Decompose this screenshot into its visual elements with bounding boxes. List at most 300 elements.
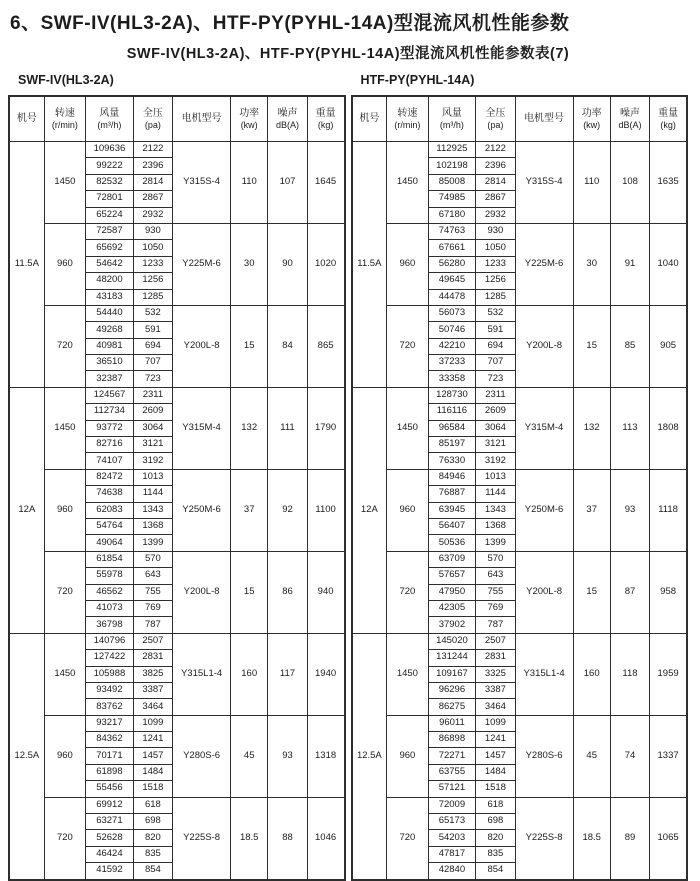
flow-cell: 49064 <box>86 535 134 551</box>
flow-cell: 36798 <box>86 617 134 633</box>
flow-cell: 72587 <box>86 223 134 239</box>
table-label-htf: HTF-PY(PYHL-14A) <box>360 73 475 87</box>
pressure-cell: 3387 <box>133 682 172 698</box>
flow-cell: 62083 <box>86 502 134 518</box>
motor-cell: Y200L-8 <box>173 305 231 387</box>
table-row <box>352 469 688 485</box>
pressure-cell: 2867 <box>476 191 515 207</box>
noise-cell: 93 <box>268 715 307 797</box>
motor-cell: Y250M-6 <box>173 469 231 551</box>
weight-cell: 1046 <box>307 797 344 879</box>
pressure-cell: 723 <box>133 371 172 387</box>
power-cell: 37 <box>573 469 610 551</box>
noise-cell: 74 <box>610 715 649 797</box>
col-header-label: 风量 <box>99 108 120 120</box>
power-cell: 30 <box>231 223 268 305</box>
flow-cell: 56407 <box>428 518 476 534</box>
table-row <box>352 551 688 567</box>
pressure-cell: 835 <box>133 846 172 862</box>
noise-cell: 108 <box>610 142 649 224</box>
flow-cell: 67180 <box>428 207 476 223</box>
flow-cell: 82532 <box>86 174 134 190</box>
pressure-cell: 3064 <box>476 420 515 436</box>
weight-cell: 1318 <box>307 715 344 797</box>
pressure-cell: 1144 <box>476 486 515 502</box>
power-cell: 132 <box>231 387 268 469</box>
power-cell: 110 <box>573 142 610 224</box>
speed-cell: 720 <box>44 305 85 387</box>
flow-cell: 105988 <box>86 666 134 682</box>
pressure-cell: 755 <box>133 584 172 600</box>
size-cell: 11.5A <box>352 142 387 388</box>
flow-cell: 52628 <box>86 830 134 846</box>
motor-cell: Y200L-8 <box>515 305 573 387</box>
motor-cell: Y225M-6 <box>173 223 231 305</box>
flow-cell: 109167 <box>428 666 476 682</box>
pressure-cell: 2507 <box>133 633 172 649</box>
speed-cell: 1450 <box>44 142 85 224</box>
col-header-label: 噪声 <box>620 108 640 120</box>
flow-cell: 74107 <box>86 453 134 469</box>
flow-cell: 93772 <box>86 420 134 436</box>
weight-cell: 1040 <box>650 223 687 305</box>
pressure-cell: 1399 <box>133 535 172 551</box>
table-row <box>9 797 345 813</box>
speed-cell: 960 <box>387 223 428 305</box>
pressure-cell: 618 <box>133 797 172 813</box>
col-header-unit: (m³/h) <box>439 119 464 130</box>
flow-cell: 46562 <box>86 584 134 600</box>
pressure-cell: 930 <box>133 223 172 239</box>
col-header-label: 噪声 <box>277 108 298 120</box>
size-cell: 12A <box>352 387 387 633</box>
motor-cell: Y200L-8 <box>173 551 231 633</box>
col-header-label: 功率 <box>581 108 602 120</box>
col-header-label: 电机型号 <box>181 113 222 125</box>
pressure-cell: 835 <box>476 846 515 862</box>
flow-cell: 83762 <box>86 699 134 715</box>
motor-cell: Y280S-6 <box>173 715 231 797</box>
pressure-cell: 769 <box>133 600 172 616</box>
flow-cell: 112925 <box>428 142 476 158</box>
pressure-cell: 2831 <box>133 650 172 666</box>
flow-cell: 37233 <box>428 355 476 371</box>
motor-cell: Y315S-4 <box>515 142 573 224</box>
pressure-cell: 1368 <box>133 518 172 534</box>
page-title: 6、SWF-IV(HL3-2A)、HTF-PY(PYHL-14A)型混流风机性能参数 <box>10 13 570 34</box>
table-row <box>9 469 345 485</box>
pressure-cell: 1013 <box>476 469 515 485</box>
flow-cell: 127422 <box>86 650 134 666</box>
flow-cell: 109636 <box>86 142 134 158</box>
pressure-cell: 1518 <box>476 781 515 797</box>
flow-cell: 42210 <box>428 338 476 354</box>
flow-cell: 41592 <box>86 863 134 880</box>
flow-cell: 46424 <box>86 846 134 862</box>
col-header-size <box>9 96 44 142</box>
weight-cell: 865 <box>307 305 344 387</box>
pressure-cell: 694 <box>476 338 515 354</box>
pressure-cell: 755 <box>476 584 515 600</box>
pressure-cell: 643 <box>133 568 172 584</box>
pressure-cell: 820 <box>133 830 172 846</box>
col-header-label: 功率 <box>239 108 260 120</box>
noise-cell: 86 <box>268 551 307 633</box>
col-header-unit: (m³/h) <box>97 119 122 130</box>
motor-cell: Y280S-6 <box>515 715 573 797</box>
noise-cell: 118 <box>610 633 649 715</box>
pressure-cell: 723 <box>476 371 515 387</box>
pressure-cell: 820 <box>476 830 515 846</box>
col-header-weight <box>650 96 687 142</box>
flow-cell: 56280 <box>428 256 476 272</box>
table-row <box>9 223 345 239</box>
table-row <box>9 142 345 158</box>
pressure-cell: 3064 <box>133 420 172 436</box>
pressure-cell: 698 <box>476 814 515 830</box>
pressure-cell: 643 <box>476 568 515 584</box>
speed-cell: 960 <box>387 469 428 551</box>
pressure-cell: 1099 <box>476 715 515 731</box>
speed-cell: 1450 <box>387 142 428 224</box>
col-header-unit: (kw) <box>583 119 601 130</box>
flow-cell: 50536 <box>428 535 476 551</box>
flow-cell: 49645 <box>428 273 476 289</box>
pressure-cell: 1368 <box>476 518 515 534</box>
col-header-label: 电机型号 <box>524 113 565 125</box>
noise-cell: 93 <box>610 469 649 551</box>
table-block-htf <box>351 73 689 881</box>
header-row <box>9 96 345 142</box>
power-cell: 30 <box>573 223 610 305</box>
weight-cell: 1020 <box>307 223 344 305</box>
pressure-cell: 2122 <box>133 142 172 158</box>
speed-cell: 1450 <box>44 633 85 715</box>
pressure-cell: 1484 <box>133 764 172 780</box>
pressure-cell: 1233 <box>133 256 172 272</box>
flow-cell: 47950 <box>428 584 476 600</box>
table-row <box>352 633 688 649</box>
power-cell: 18.5 <box>573 797 610 879</box>
flow-cell: 99222 <box>86 158 134 174</box>
table-row <box>9 305 345 321</box>
flow-cell: 96296 <box>428 682 476 698</box>
weight-cell: 1337 <box>650 715 687 797</box>
table-block-swf <box>8 73 346 881</box>
col-header-power <box>573 96 610 142</box>
flow-cell: 86275 <box>428 699 476 715</box>
col-header-flow <box>428 96 476 142</box>
pressure-cell: 1013 <box>133 469 172 485</box>
power-cell: 110 <box>231 142 268 224</box>
pressure-cell: 3464 <box>133 699 172 715</box>
col-header-unit: (r/min) <box>394 119 421 130</box>
speed-cell: 1450 <box>44 387 85 469</box>
flow-cell: 96011 <box>428 715 476 731</box>
flow-cell: 96584 <box>428 420 476 436</box>
flow-cell: 65692 <box>86 240 134 256</box>
weight-cell: 958 <box>650 551 687 633</box>
col-header-label: 转速 <box>397 108 418 120</box>
weight-cell: 1100 <box>307 469 344 551</box>
motor-cell: Y200L-8 <box>515 551 573 633</box>
size-cell: 11.5A <box>9 142 44 388</box>
weight-cell: 1940 <box>307 633 344 715</box>
pressure-cell: 2396 <box>476 158 515 174</box>
pressure-cell: 1233 <box>476 256 515 272</box>
pressure-cell: 2609 <box>133 404 172 420</box>
col-header-label: 机号 <box>16 113 37 125</box>
speed-cell: 1450 <box>387 633 428 715</box>
table-row <box>352 797 688 813</box>
flow-cell: 65173 <box>428 814 476 830</box>
weight-cell: 1118 <box>650 469 687 551</box>
flow-cell: 76330 <box>428 453 476 469</box>
col-header-pressure <box>476 96 515 142</box>
flow-cell: 44478 <box>428 289 476 305</box>
table-row <box>352 715 688 731</box>
flow-cell: 42840 <box>428 863 476 880</box>
col-header-unit: dB(A) <box>275 119 299 130</box>
pressure-cell: 1050 <box>133 240 172 256</box>
pressure-cell: 2507 <box>476 633 515 649</box>
flow-cell: 124567 <box>86 387 134 403</box>
col-header-weight <box>307 96 344 142</box>
noise-cell: 107 <box>268 142 307 224</box>
pressure-cell: 1241 <box>133 732 172 748</box>
flow-cell: 72271 <box>428 748 476 764</box>
flow-cell: 54764 <box>86 518 134 534</box>
flow-cell: 61854 <box>86 551 134 567</box>
pressure-cell: 1144 <box>133 486 172 502</box>
flow-cell: 93492 <box>86 682 134 698</box>
pressure-cell: 1457 <box>133 748 172 764</box>
pressure-cell: 570 <box>476 551 515 567</box>
power-cell: 160 <box>231 633 268 715</box>
table-row <box>9 551 345 567</box>
pressure-cell: 707 <box>133 355 172 371</box>
flow-cell: 63755 <box>428 764 476 780</box>
col-header-label: 全压 <box>142 108 163 120</box>
flow-cell: 84362 <box>86 732 134 748</box>
pressure-cell: 2311 <box>133 387 172 403</box>
table-row <box>9 387 345 403</box>
flow-cell: 112734 <box>86 404 134 420</box>
flow-cell: 32387 <box>86 371 134 387</box>
flow-cell: 57121 <box>428 781 476 797</box>
flow-cell: 131244 <box>428 650 476 666</box>
speed-cell: 720 <box>44 797 85 879</box>
pressure-cell: 3325 <box>476 666 515 682</box>
pressure-cell: 1399 <box>476 535 515 551</box>
pressure-cell: 930 <box>476 223 515 239</box>
pressure-cell: 3464 <box>476 699 515 715</box>
pressure-cell: 2867 <box>133 191 172 207</box>
flow-cell: 55978 <box>86 568 134 584</box>
flow-cell: 63945 <box>428 502 476 518</box>
pressure-cell: 2609 <box>476 404 515 420</box>
pressure-cell: 591 <box>476 322 515 338</box>
flow-cell: 50746 <box>428 322 476 338</box>
flow-cell: 72801 <box>86 191 134 207</box>
motor-cell: Y225S-8 <box>515 797 573 879</box>
weight-cell: 1645 <box>307 142 344 224</box>
flow-cell: 56073 <box>428 305 476 321</box>
flow-cell: 36510 <box>86 355 134 371</box>
col-header-flow <box>86 96 134 142</box>
col-header-label: 风量 <box>441 108 462 120</box>
table-row <box>352 142 688 158</box>
col-header-noise <box>610 96 649 142</box>
size-cell: 12.5A <box>352 633 387 879</box>
col-header-label: 重量 <box>658 108 679 120</box>
flow-cell: 85008 <box>428 174 476 190</box>
flow-cell: 54203 <box>428 830 476 846</box>
speed-cell: 720 <box>387 551 428 633</box>
flow-cell: 85197 <box>428 437 476 453</box>
weight-cell: 1635 <box>650 142 687 224</box>
pressure-cell: 2932 <box>133 207 172 223</box>
swf-performance-table <box>8 95 346 881</box>
speed-cell: 960 <box>44 469 85 551</box>
flow-cell: 116116 <box>428 404 476 420</box>
power-cell: 15 <box>573 305 610 387</box>
flow-cell: 82472 <box>86 469 134 485</box>
flow-cell: 40981 <box>86 338 134 354</box>
flow-cell: 76887 <box>428 486 476 502</box>
pressure-cell: 3192 <box>476 453 515 469</box>
pressure-cell: 787 <box>476 617 515 633</box>
pressure-cell: 3192 <box>133 453 172 469</box>
power-cell: 18.5 <box>231 797 268 879</box>
flow-cell: 41073 <box>86 600 134 616</box>
pressure-cell: 532 <box>476 305 515 321</box>
pressure-cell: 694 <box>133 338 172 354</box>
speed-cell: 960 <box>44 223 85 305</box>
noise-cell: 85 <box>610 305 649 387</box>
flow-cell: 48200 <box>86 273 134 289</box>
col-header-unit: (r/min) <box>51 119 78 130</box>
flow-cell: 63709 <box>428 551 476 567</box>
col-header-noise <box>268 96 307 142</box>
col-header-label: 转速 <box>54 108 75 120</box>
power-cell: 15 <box>231 305 268 387</box>
col-header-label: 全压 <box>485 108 506 120</box>
flow-cell: 102198 <box>428 158 476 174</box>
power-cell: 132 <box>573 387 610 469</box>
motor-cell: Y315L1-4 <box>515 633 573 715</box>
weight-cell: 940 <box>307 551 344 633</box>
pressure-cell: 1518 <box>133 781 172 797</box>
pressure-cell: 2932 <box>476 207 515 223</box>
flow-cell: 47817 <box>428 846 476 862</box>
pressure-cell: 3387 <box>476 682 515 698</box>
weight-cell: 1065 <box>650 797 687 879</box>
table-row <box>352 223 688 239</box>
flow-cell: 55456 <box>86 781 134 797</box>
flow-cell: 33358 <box>428 371 476 387</box>
flow-cell: 74763 <box>428 223 476 239</box>
pressure-cell: 1285 <box>133 289 172 305</box>
noise-cell: 88 <box>268 797 307 879</box>
pressure-cell: 2122 <box>476 142 515 158</box>
col-header-pressure <box>133 96 172 142</box>
flow-cell: 61898 <box>86 764 134 780</box>
flow-cell: 86898 <box>428 732 476 748</box>
noise-cell: 111 <box>268 387 307 469</box>
pressure-cell: 570 <box>133 551 172 567</box>
pressure-cell: 618 <box>476 797 515 813</box>
page-subtitle: SWF-IV(HL3-2A)、HTF-PY(PYHL-14A)型混流风机性能参数表(7) <box>126 46 570 62</box>
power-cell: 15 <box>231 551 268 633</box>
flow-cell: 74985 <box>428 191 476 207</box>
motor-cell: Y315M-4 <box>173 387 231 469</box>
pressure-cell: 854 <box>133 863 172 880</box>
noise-cell: 117 <box>268 633 307 715</box>
size-cell: 12.5A <box>9 633 44 879</box>
pressure-cell: 2814 <box>133 174 172 190</box>
speed-cell: 1450 <box>387 387 428 469</box>
flow-cell: 128730 <box>428 387 476 403</box>
flow-cell: 57657 <box>428 568 476 584</box>
table-row <box>9 715 345 731</box>
motor-cell: Y225M-6 <box>515 223 573 305</box>
flow-cell: 72009 <box>428 797 476 813</box>
pressure-cell: 591 <box>133 322 172 338</box>
pressure-cell: 1241 <box>476 732 515 748</box>
power-cell: 45 <box>231 715 268 797</box>
power-cell: 45 <box>573 715 610 797</box>
motor-cell: Y315M-4 <box>515 387 573 469</box>
pressure-cell: 1285 <box>476 289 515 305</box>
tables-row <box>8 73 688 881</box>
pressure-cell: 1256 <box>133 273 172 289</box>
col-header-label: 机号 <box>359 113 380 125</box>
flow-cell: 42305 <box>428 600 476 616</box>
pressure-cell: 698 <box>133 814 172 830</box>
pressure-cell: 1484 <box>476 764 515 780</box>
speed-cell: 720 <box>44 551 85 633</box>
speed-cell: 960 <box>387 715 428 797</box>
flow-cell: 69912 <box>86 797 134 813</box>
table-row <box>352 387 688 403</box>
flow-cell: 49268 <box>86 322 134 338</box>
col-header-unit: (kw) <box>240 119 258 130</box>
pressure-cell: 854 <box>476 863 515 880</box>
col-header-motor <box>515 96 573 142</box>
flow-cell: 54440 <box>86 305 134 321</box>
power-cell: 37 <box>231 469 268 551</box>
flow-cell: 65224 <box>86 207 134 223</box>
motor-cell: Y250M-6 <box>515 469 573 551</box>
col-header-unit: (kg) <box>317 119 334 130</box>
speed-cell: 720 <box>387 797 428 879</box>
noise-cell: 90 <box>268 223 307 305</box>
speed-cell: 720 <box>387 305 428 387</box>
col-header-motor <box>173 96 231 142</box>
htf-performance-table <box>351 95 689 881</box>
flow-cell: 74638 <box>86 486 134 502</box>
noise-cell: 84 <box>268 305 307 387</box>
flow-cell: 84946 <box>428 469 476 485</box>
pressure-cell: 1343 <box>133 502 172 518</box>
flow-cell: 70171 <box>86 748 134 764</box>
noise-cell: 89 <box>610 797 649 879</box>
pressure-cell: 1457 <box>476 748 515 764</box>
speed-cell: 960 <box>44 715 85 797</box>
flow-cell: 82716 <box>86 437 134 453</box>
pressure-cell: 2396 <box>133 158 172 174</box>
